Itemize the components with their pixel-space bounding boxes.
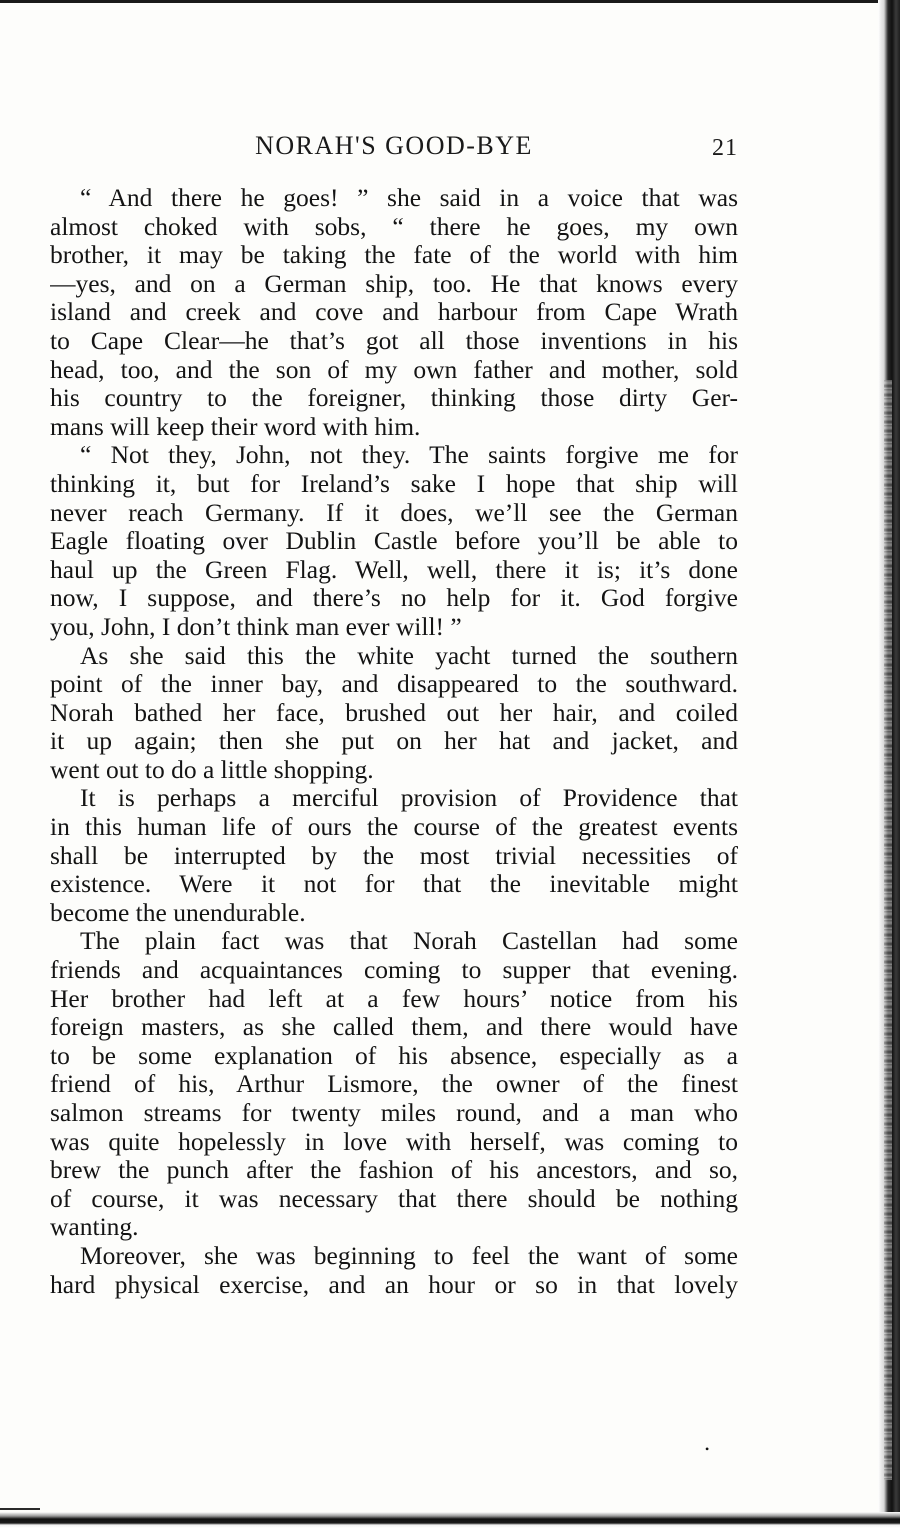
text-line: you, John, I don’t think man ever will! ” <box>50 612 462 641</box>
text-line: to be some explanation of his absence, especially as a <box>50 1041 738 1070</box>
text-line: shall be interrupted by the most trivial necessities of <box>50 841 738 870</box>
text-line: become the unendurable. <box>50 898 306 927</box>
page-number: 21 <box>712 135 738 161</box>
text-line: wanting. <box>50 1213 139 1242</box>
scan-edge-noise <box>884 380 892 1480</box>
text-line: now, I suppose, and there’s no help for it. God forgive <box>50 584 738 613</box>
paragraph <box>50 642 738 785</box>
paragraph <box>50 441 738 641</box>
text-line: It is perhaps a merciful provision of Providence that <box>80 784 738 813</box>
text-line: island and creek and cove and harbour from Cape Wrath <box>50 298 738 327</box>
text-line: to Cape Clear—he that’s got all those inventions in his <box>50 326 738 355</box>
text-line: almost choked with sobs, “ there he goes, my own <box>50 212 738 241</box>
text-line: hard physical exercise, and an hour or so in that lovely <box>50 1270 738 1299</box>
text-line: Norah bathed her face, brushed out her hair, and coiled <box>50 698 738 727</box>
text-line: thinking it, but for Ireland’s sake I hope that ship will <box>50 469 738 498</box>
paragraph <box>50 184 738 441</box>
text-line: existence. Were it not for that the inevitable might <box>50 870 738 899</box>
text-line: Eagle floating over Dublin Castle before you’ll be able to <box>50 527 738 556</box>
text-line: brew the punch after the fashion of his ancestors, and so, <box>50 1156 738 1185</box>
text-line: “ And there he goes! ” she said in a voice that was <box>80 184 738 212</box>
text-line: The plain fact was that Norah Castellan had some <box>80 927 738 956</box>
text-line: it up again; then she put on her hat and jacket, and <box>50 727 738 756</box>
running-head <box>50 131 738 165</box>
paragraph <box>50 784 738 927</box>
text-line: mans will keep their word with him. <box>50 412 421 441</box>
text-line: head, too, and the son of my own father and mother, sold <box>50 355 738 384</box>
text-line: Moreover, she was beginning to feel the want of some <box>80 1241 738 1270</box>
scan-edge-mark <box>0 1508 40 1510</box>
text-line: never reach Germany. If it does, we’ll see the German <box>50 498 738 527</box>
ink-speck: • <box>705 1442 710 1456</box>
text-line: of course, it was necessary that there should be nothing <box>50 1184 738 1213</box>
text-line: his country to the foreigner, thinking those dirty Ger- <box>50 384 738 413</box>
text-line: point of the inner bay, and disappeared to the southward. <box>50 670 738 699</box>
scan-edge-top <box>0 0 900 3</box>
text-line: brother, it may be taking the fate of the world with him <box>50 241 738 270</box>
text-line: foreign masters, as she called them, and there would have <box>50 1013 738 1042</box>
running-title: NORAH'S GOOD-BYE <box>255 131 533 160</box>
paragraph <box>50 927 738 1242</box>
text-line: haul up the Green Flag. Well, well, there it is; it’s done <box>50 555 738 584</box>
text-line: As she said this the white yacht turned the southern <box>80 641 738 670</box>
text-line: in this human life of ours the course of the greatest events <box>50 813 738 842</box>
text-line: “ Not they, John, not they. The saints forgive me for <box>80 441 738 470</box>
text-line: was quite hopelessly in love with herself, was coming to <box>50 1127 738 1156</box>
scan-edge-bottom <box>0 1512 900 1528</box>
text-line: Her brother had left at a few hours’ notice from his <box>50 984 738 1013</box>
text-line: friend of his, Arthur Lismore, the owner of the finest <box>50 1070 738 1099</box>
text-line: —yes, and on a German ship, too. He that knows every <box>50 269 738 298</box>
text-line: friends and acquaintances coming to supper that evening. <box>50 956 738 985</box>
text-line: went out to do a little shopping. <box>50 755 374 784</box>
paragraph <box>50 1242 738 1299</box>
body-text <box>50 184 738 1299</box>
text-line: salmon streams for twenty miles round, and a man who <box>50 1099 738 1127</box>
